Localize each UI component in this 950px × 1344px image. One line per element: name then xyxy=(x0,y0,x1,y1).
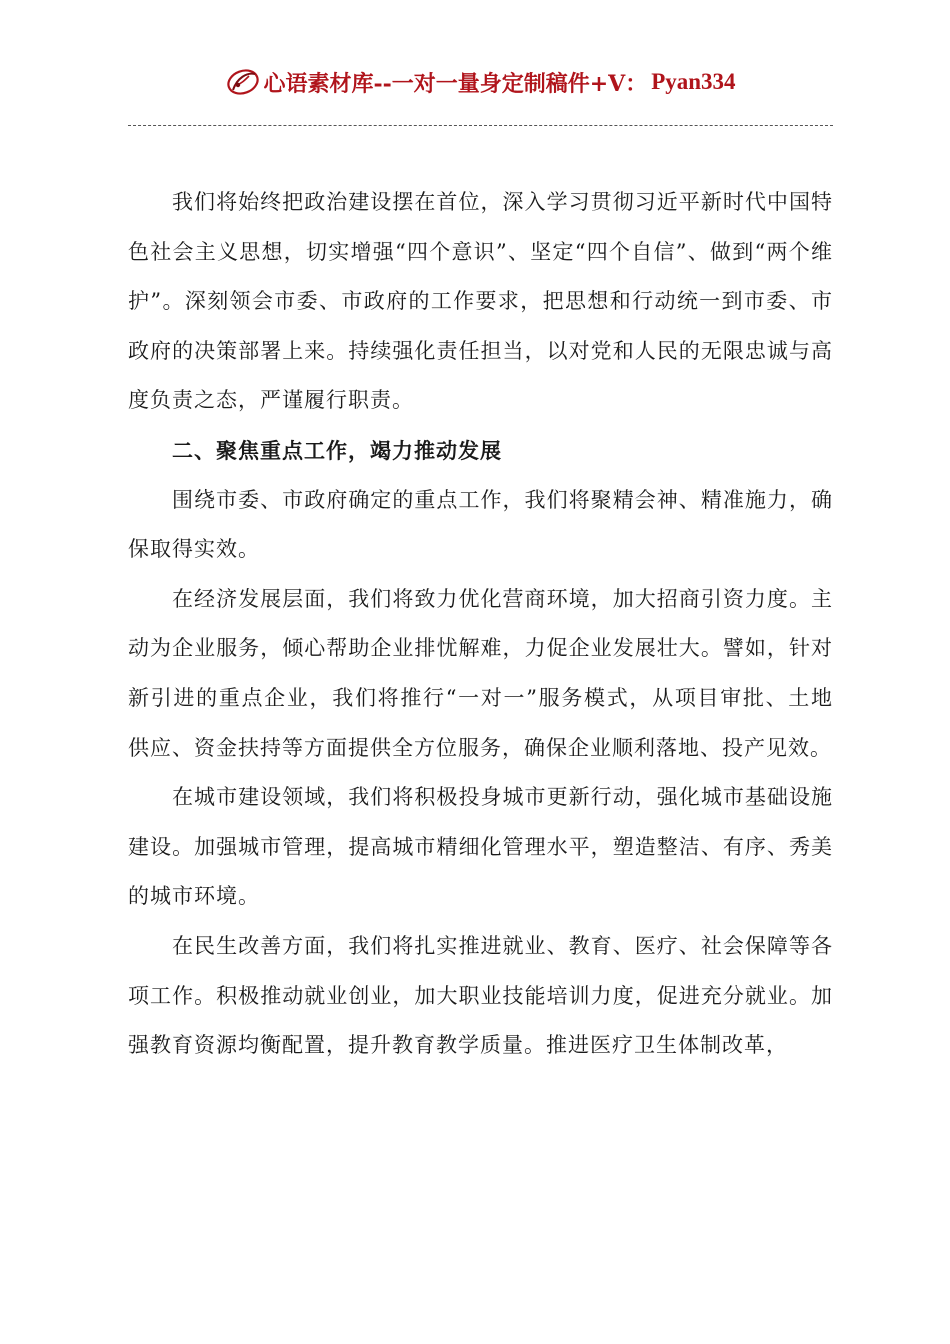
paragraph: 我们将始终把政治建设摆在首位，深入学习贯彻习近平新时代中国特色社会主义思想，切实增强“四个意识”、坚定“四个自信”、做到“两个维护”。深刻领会市委、市政府的工作要求，把思想和行动统一到市委、市政府的决策部署上来。持续强化责任担当，以对党和人民的无限忠诚与高度负责之态，严谨履行职责。 xyxy=(128,190,833,413)
contact-id: Pyan334 xyxy=(651,69,736,94)
header-tagline: --一对一量身定制稿件+V： xyxy=(373,70,648,97)
paragraph: 围绕市委、市政府确定的重点工作，我们将聚精会神、精准施力，确保取得实效。 xyxy=(128,487,833,562)
brand-name: 心语素材库 xyxy=(263,70,374,97)
page-header xyxy=(128,62,833,102)
paragraph: 在经济发展层面，我们将致力优化营商环境，加大招商引资力度。主动为企业服务，倾心帮助企业排忧解难，力促企业发展壮大。譬如，针对新引进的重点企业，我们将推行“一对一”服务模式，从项目审批、土地供应、资金扶持等方面提供全方位服务，确保企业顺利落地、投产见效。 xyxy=(128,586,833,760)
section-heading: 二、聚焦重点工作，竭力推动发展 xyxy=(172,437,502,463)
paragraph: 在城市建设领域，我们将积极投身城市更新行动，强化城市基础设施建设。加强城市管理，提高城市精细化管理水平，塑造整洁、有序、秀美的城市环境。 xyxy=(128,785,833,909)
swirl-logo-icon xyxy=(225,64,261,100)
header-divider xyxy=(128,125,833,126)
document-body xyxy=(128,178,833,1071)
paragraph: 在民生改善方面，我们将扎实推进就业、教育、医疗、社会保障等各项工作。积极推动就业创业，加大职业技能培训力度，促进充分就业。加强教育资源均衡配置，提升教育教学质量。推进医疗卫生体制改革， xyxy=(128,933,833,1058)
header-banner xyxy=(225,64,735,100)
